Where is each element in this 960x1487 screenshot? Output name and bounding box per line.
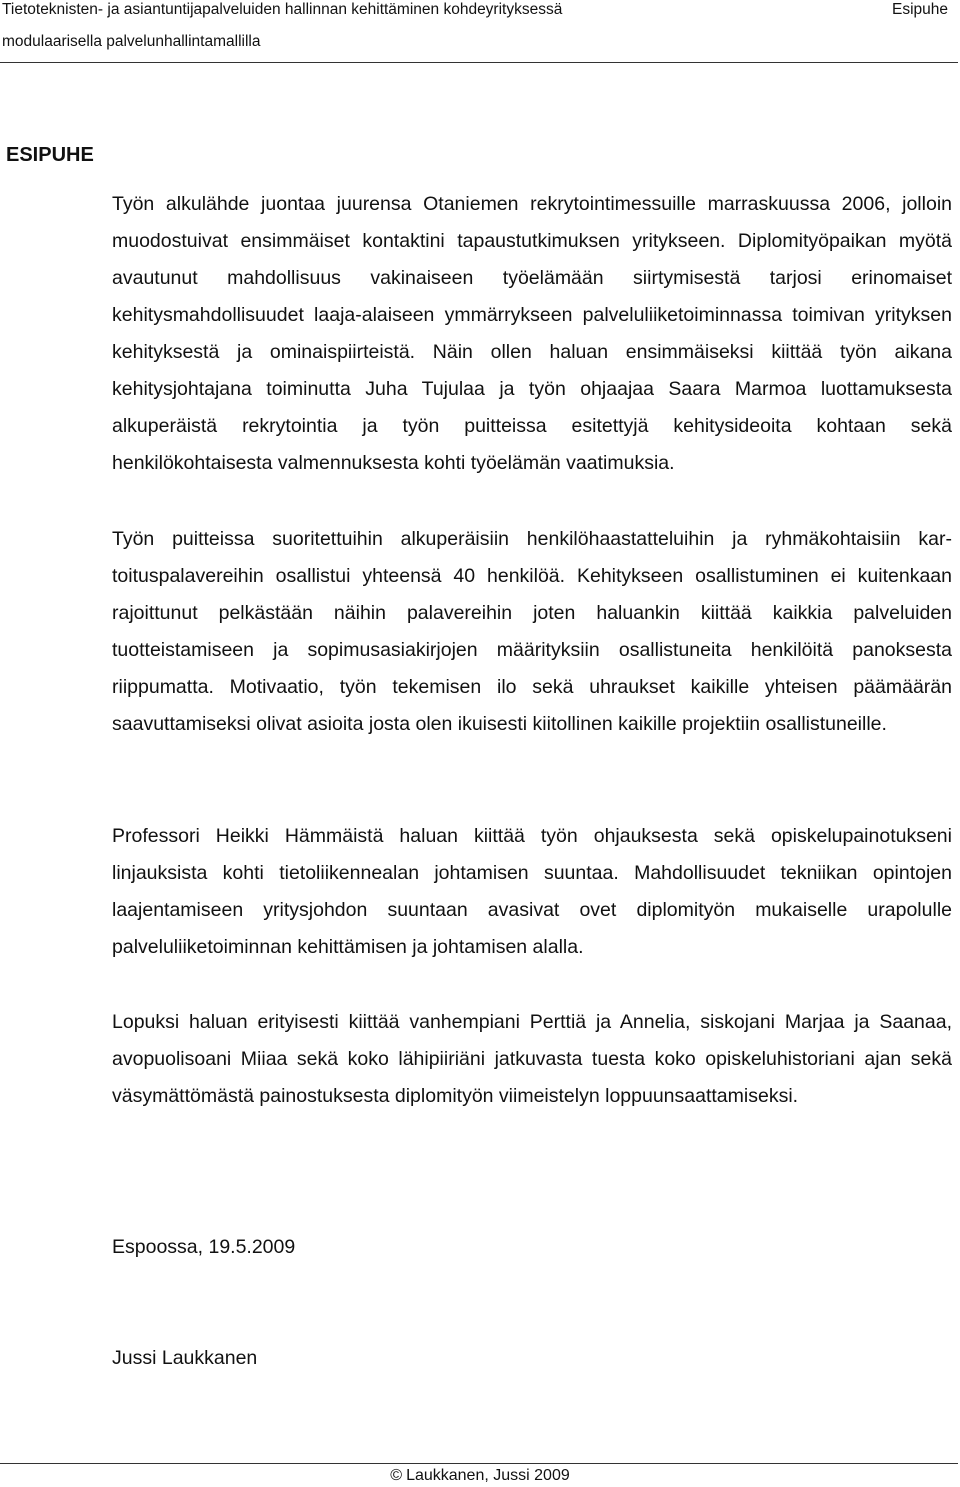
place-and-date: Espoossa, 19.5.2009 [112,1236,296,1258]
author-signature: Jussi Laukkanen [112,1347,258,1369]
running-section-name: Esipuhe [891,1,948,18]
footer-text: Laukkanen, Jussi 2009 [406,1467,570,1484]
running-title-line-1: Tietoteknisten- ja asiantuntijapalveluiden hallinnan kehittäminen kohdeyrityksessä [2,1,563,18]
section-heading: ESIPUHE [6,144,94,166]
paragraph-1: Työn alkulähde juontaa juurensa Otaniemen rekrytointimessuille marraskuussa 2006, jolloin muodostuivat ensimmäiset kontaktini tapaustutkimuksen yritykseen. Diplomityöpaikan myötä avautunut mahdollisuus vakinaiseen työelämään siirtymisestä tarjosi erinomaiset kehitysmahdollisuudet laaja-alaiseen ymmärrykseen palveluliiketoiminnassa toimivan yrityksen kehityksestä ja ominaispiirteistä. Näin ollen haluan ensimmäiseksi kiittää työn aikana kehitysjohtajana toiminutta Juha Tujulaa ja työn ohjaajaa Saara Marmoa luottamuksesta alkuperäistä rekrytointia ja työn puitteissa esitettyjä kehitysideoita kohtaan sekä henkilökohtaisesta valmennuksesta kohti työelämän vaatimuksia. [112,193,952,474]
paragraph-3: Professori Heikki Hämmäistä haluan kiittää työn ohjauksesta sekä opiskelupainotukseni linjauksista kohti tietoliikennealan johtamisen suuntaa. Mahdollisuudet tekniikan opintojen laajentamiseen yritysjohdon suuntaan avasivat ovet diplomityön mukaiselle urapolulle palveluliiketoiminnan kehittämisen ja johtamisen alalla. [112,825,952,958]
running-title-line-2: modulaarisella palvelunhallintamallilla [2,33,261,50]
running-title [2,0,562,52]
copyright-icon: © [390,1467,403,1484]
header-divider [0,62,958,63]
footer-divider [0,1463,958,1464]
page-header [0,0,960,64]
page-footer [0,1466,960,1486]
paragraph-4: Lopuksi haluan erityisesti kiittää vanhempiani Perttiä ja Annelia, siskojani Marjaa ja Saanaa, avopuolisoani Miiaa sekä koko lähipiiriäni jatkuvasta tuesta koko opiskeluhistoriani ajan sekä väsymättömästä painostuksesta diplomityön viimeistelyn loppuunsaattamiseksi. [112,1011,952,1107]
paragraph-2: Työn puitteissa suoritettuihin alkuperäisiin henkilöhaastatteluihin ja ryhmäkohtaisiin kartoituspalavereihin osallistui yhteensä 40 henkilöä. Kehitykseen osallistuminen ei kuitenkaan rajoittunut pelkästään näihin palavereihin joten haluankin kiittää kaikkia palveluiden tuotteistamiseen ja sopimusasiakirjojen määrityksiin osallistuneita henkilöitä panoksesta riippumatta. Motivaatio, työn tekemisen ilo sekä uhraukset kaikille yhteisen päämäärän saavuttamiseksi olivat asioita josta olen ikuisesti kiitollinen kaikille projektiin osallistuneille. [112,528,952,735]
